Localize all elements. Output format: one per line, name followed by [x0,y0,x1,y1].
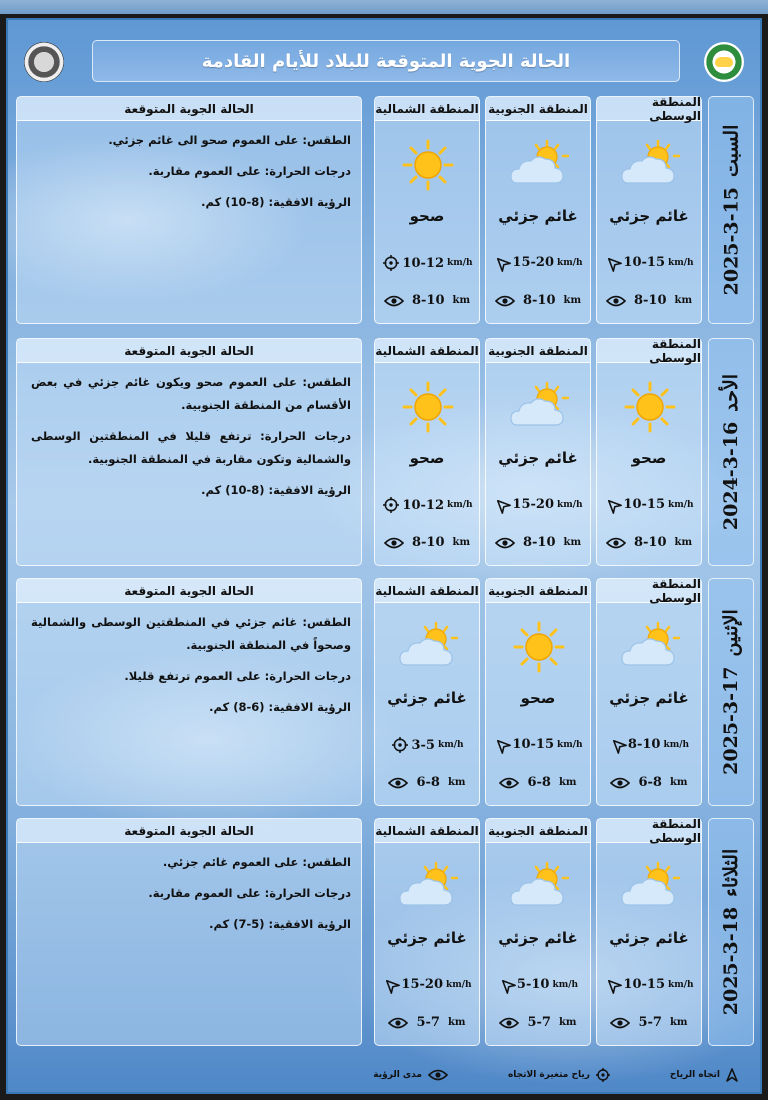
vis-value: 5-7 [527,1015,551,1030]
region-title: المنطقة الشمالية [375,339,479,363]
visibility [597,293,701,308]
forecast-line: الطقس: على العموم صحو ويكون غائم جزئي في بعض الأقسام من المنطقة الجنوبية. [31,375,351,412]
day-name: الثلاثاء [720,848,743,897]
sunny-icon [398,139,458,191]
vis-unit: km [674,295,693,306]
date: 2024-3-16 [720,421,743,531]
top-strip [0,0,768,14]
forecast-text-panel [16,338,362,566]
wind-arrow-icon [726,1068,738,1082]
vis-unit: km [447,1017,466,1028]
region-northern [374,338,480,566]
page-title: الحالة الجوية المتوقعة للبلاد للأيام القادمة [92,40,680,82]
region-central [596,818,702,1046]
forecast-line: الرؤية الافقية: (8-10) كم. [201,483,351,497]
region-southern [485,338,591,566]
region-northern [374,818,480,1046]
day-row [16,578,754,806]
region-title: المنطقة الشمالية [375,97,479,121]
day-row [16,338,754,566]
vis-unit: km [558,777,577,788]
date: 2025-3-17 [720,666,743,775]
date: 2025-3-15 [720,187,742,296]
wind-unit: km/h [556,499,583,510]
meteorology-logo-icon [704,42,744,82]
region-central [596,338,702,566]
wind-speed [381,497,475,513]
condition: صحو [409,207,445,225]
legend-variable-wind: رياح متغيرة الاتجاه [508,1068,610,1082]
partly-cloudy-icon [509,381,569,433]
partly-cloudy-icon [620,621,680,673]
wind-value: 10-12 [402,497,444,513]
region-southern [485,818,591,1046]
eye-icon [388,777,408,789]
forecast-line: درجات الحرارة: على العموم مقاربة. [148,164,351,178]
vis-unit: km [674,537,693,548]
wind-value: 8-10 [627,737,661,752]
wind-speed [603,497,697,512]
eye-icon [610,777,630,789]
visibility [375,293,479,308]
eye-icon [499,1017,519,1029]
variable-wind-icon [596,1068,610,1082]
legend-wind-direction: اتجاه الرياح [670,1068,738,1082]
forecast-text-panel [16,96,362,324]
wind-speed [381,255,475,271]
condition: غائم جزئي [609,929,689,947]
wind-value: 10-15 [623,497,665,512]
wind-speed [492,977,586,992]
day-name: الإثنين [720,609,743,657]
visibility [597,535,701,550]
day-row [16,96,754,324]
wind-arrow-icon [606,978,620,992]
visibility [486,775,590,790]
sunny-icon [398,381,458,433]
wind-speed [492,255,586,270]
variable-wind-icon [383,255,399,271]
wind-arrow-icon [606,256,620,270]
region-title: المنطقة الوسطى [597,97,701,121]
wind-value: 3-5 [411,737,435,753]
wind-value: 15-20 [512,497,554,512]
vis-value: 8-10 [411,293,445,308]
vis-unit: km [558,1017,577,1028]
wind-speed [603,737,697,752]
region-southern [485,578,591,806]
ministry-seal-icon [24,42,64,82]
vis-value: 5-7 [638,1015,662,1030]
wind-speed [492,497,586,512]
vis-unit: km [669,777,688,788]
region-northern [374,96,480,324]
wind-value: 10-12 [402,255,444,271]
eye-icon [384,295,404,307]
wind-arrow-icon [495,498,509,512]
wind-value: 10-15 [623,255,665,270]
forecast-line: الرؤية الافقية: (6-8) كم. [209,700,351,714]
visibility [486,1015,590,1030]
vis-value: 6-8 [416,775,440,790]
wind-unit: km/h [663,739,690,750]
region-title: المنطقة الجنوبية [486,579,590,603]
forecast-title: الحالة الجوية المتوقعة [17,819,361,843]
forecast-title: الحالة الجوية المتوقعة [17,579,361,603]
visibility [597,1015,701,1030]
condition: غائم جزئي [387,929,467,947]
vis-unit: km [452,537,471,548]
forecast-line: الرؤية الافقية: (8-10) كم. [201,195,351,209]
wind-arrow-icon [606,498,620,512]
variable-wind-icon [383,497,399,513]
forecast-title: الحالة الجوية المتوقعة [17,97,361,121]
region-title: المنطقة الوسطى [597,819,701,843]
forecast-text-panel [16,578,362,806]
wind-unit: km/h [552,979,579,990]
condition: غائم جزئي [387,689,467,707]
region-title: المنطقة الوسطى [597,579,701,603]
forecast-line: الطقس: غائم جزئي في المنطقتين الوسطى والشمالية وصحواً في المنطقة الجنوبية. [31,615,351,652]
forecast-line: درجات الحرارة: على العموم مقاربة. [148,886,351,900]
forecast-line: الرؤية الافقية: (5-7) كم. [209,917,351,931]
condition: غائم جزئي [609,689,689,707]
region-central [596,578,702,806]
vis-value: 8-10 [522,293,556,308]
region-title: المنطقة الجنوبية [486,339,590,363]
sunny-icon [509,621,569,673]
day-name: الأحد [720,373,743,412]
date: 2025-3-18 [720,906,743,1016]
region-central [596,96,702,324]
condition: صحو [520,689,556,707]
forecast-title: الحالة الجوية المتوقعة [17,339,361,363]
forecast-line: درجات الحرارة: على العموم ترتفع قليلا. [124,669,351,683]
vis-value: 5-7 [416,1015,440,1030]
wind-value: 5-10 [516,977,550,992]
legend-visibility: مدى الرؤية [373,1069,448,1081]
vis-value: 8-10 [411,535,445,550]
vis-value: 6-8 [527,775,551,790]
wind-unit: km/h [556,739,583,750]
wind-value: 15-20 [401,977,443,992]
eye-icon [495,537,515,549]
partly-cloudy-icon [620,861,680,913]
vis-unit: km [452,295,471,306]
visibility [375,535,479,550]
visibility [486,293,590,308]
sunny-icon [620,381,680,433]
region-title: المنطقة الجنوبية [486,819,590,843]
condition: غائم جزئي [498,449,578,467]
wind-arrow-icon [495,256,509,270]
variable-wind-icon [392,737,408,753]
eye-icon [499,777,519,789]
eye-icon [388,1017,408,1029]
condition: غائم جزئي [609,207,689,225]
wind-value: 10-15 [623,977,665,992]
wind-unit: km/h [437,740,464,750]
visibility [375,775,479,790]
partly-cloudy-icon [509,139,569,191]
condition: صحو [409,449,445,467]
region-northern [374,578,480,806]
forecast-line: الطقس: على العموم غائم جزئي. [162,855,351,869]
date-column [708,338,754,566]
condition: غائم جزئي [498,207,578,225]
wind-unit: km/h [667,257,694,268]
date-column [708,578,754,806]
vis-unit: km [563,295,582,306]
condition: غائم جزئي [498,929,578,947]
wind-arrow-icon [384,978,398,992]
eye-icon [606,295,626,307]
wind-value: 15-20 [512,255,554,270]
visibility [375,1015,479,1030]
eye-icon [606,537,626,549]
vis-unit: km [669,1017,688,1028]
legend [16,1062,754,1088]
vis-value: 6-8 [638,775,662,790]
partly-cloudy-icon [398,621,458,673]
wind-speed [603,977,697,992]
visibility [486,535,590,550]
wind-unit: km/h [446,500,473,510]
eye-icon [495,295,515,307]
wind-unit: km/h [446,258,473,268]
vis-value: 8-10 [633,535,667,550]
partly-cloudy-icon [509,861,569,913]
vis-value: 8-10 [633,293,667,308]
date-column [708,818,754,1046]
vis-unit: km [563,537,582,548]
wind-speed [381,977,475,992]
wind-speed [492,737,586,752]
condition: صحو [631,449,667,467]
wind-unit: km/h [667,979,694,990]
wind-unit: km/h [667,499,694,510]
wind-speed [381,737,475,753]
day-name: السبت [720,124,742,178]
wind-arrow-icon [500,978,514,992]
visibility [597,775,701,790]
region-title: المنطقة الشمالية [375,579,479,603]
wind-arrow-icon [611,738,625,752]
eye-icon [610,1017,630,1029]
wind-value: 10-15 [512,737,554,752]
day-row [16,818,754,1046]
partly-cloudy-icon [620,139,680,191]
forecast-line: درجات الحرارة: ترتفع قليلا في المنطقتين الوسطى والشمالية وتكون مقاربة في المنطقة الجنوبية. [31,429,351,466]
forecast-text-panel [16,818,362,1046]
forecast-sheet [6,18,762,1094]
date-column [708,96,754,324]
region-title: المنطقة الجنوبية [486,97,590,121]
wind-arrow-icon [495,738,509,752]
vis-unit: km [447,777,466,788]
region-southern [485,96,591,324]
partly-cloudy-icon [398,861,458,913]
region-title: المنطقة الشمالية [375,819,479,843]
wind-unit: km/h [556,257,583,268]
eye-icon [428,1069,448,1081]
region-title: المنطقة الوسطى [597,339,701,363]
vis-value: 8-10 [522,535,556,550]
wind-unit: km/h [445,979,472,990]
wind-speed [603,255,697,270]
forecast-line: الطقس: على العموم صحو الى غائم جزئي. [108,133,351,147]
eye-icon [384,537,404,549]
